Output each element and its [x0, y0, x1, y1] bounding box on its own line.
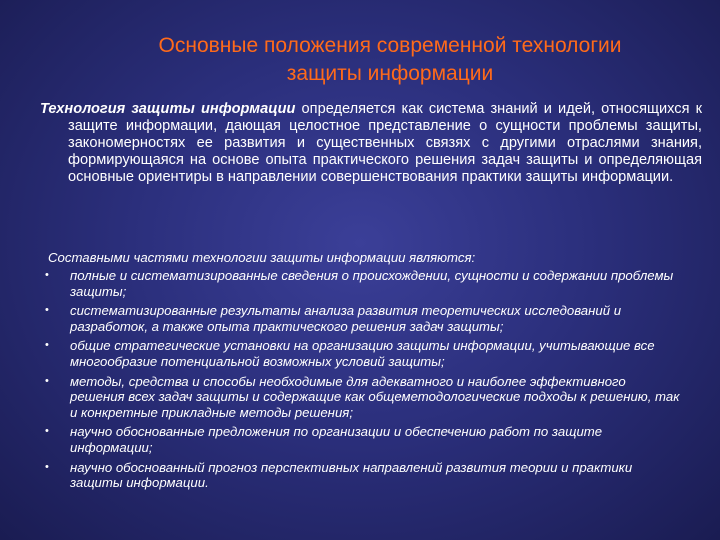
- slide-title-line-1: Основные положения современной технологии: [158, 34, 622, 57]
- list-item: [45, 459, 680, 491]
- list-item: [45, 338, 680, 369]
- bullet-icon: •: [45, 339, 49, 352]
- bullet-icon: •: [45, 425, 49, 438]
- list-item: [45, 424, 680, 455]
- bullet-icon: •: [45, 374, 49, 387]
- list-item-text: научно обоснованные предложения по организации и обеспечению работ по защите информации;: [70, 424, 603, 455]
- bullet-icon: •: [45, 269, 49, 281]
- slide-title: [110, 32, 670, 88]
- definition-term: Технология защиты информации: [40, 101, 296, 117]
- slide-title-line-2: защиты информации: [286, 62, 494, 85]
- components-intro: Составными частями технологии защиты информации являются:: [48, 250, 476, 265]
- definition-paragraph: [40, 101, 702, 186]
- list-item-text: методы, средства и способы необходимые для адекватного и наиболее эффективного решения всех задач защиты и содержащие как общеметодологические подходы к решению, так и конкретные прикладные методы решения;: [70, 373, 680, 420]
- list-item: [45, 268, 680, 299]
- components-list: [45, 268, 680, 495]
- definition-text: определяется как система знаний и идей, относящихся к защите информации, дающая целостное представление о сущности проблемы защиты, закономерностях ее развития и существенных связях с другими отраслями знания, формирующаяся на основе опыта практического решения задач защиты и определяющая основные ориентиры в направлении совершенствования практики защиты информации.: [68, 101, 702, 185]
- list-item: [45, 303, 680, 334]
- list-item: [45, 373, 680, 421]
- bullet-icon: •: [45, 304, 49, 317]
- list-item-text: общие стратегические установки на организацию защиты информации, учитывающие все многообразие потенциальной возможных условий защиты;: [70, 338, 655, 369]
- list-item-text: полные и систематизированные сведения о происхождении, сущности и содержании проблемы защиты;: [70, 268, 674, 299]
- bullet-icon: •: [45, 460, 49, 473]
- list-item-text: систематизированные результаты анализа развития теоретических исследований и разработок, а также опыта практического решения задач защиты;: [70, 303, 622, 334]
- list-item-text: научно обоснованный прогноз перспективных направлений развития теории и практики защиты информации.: [70, 459, 633, 491]
